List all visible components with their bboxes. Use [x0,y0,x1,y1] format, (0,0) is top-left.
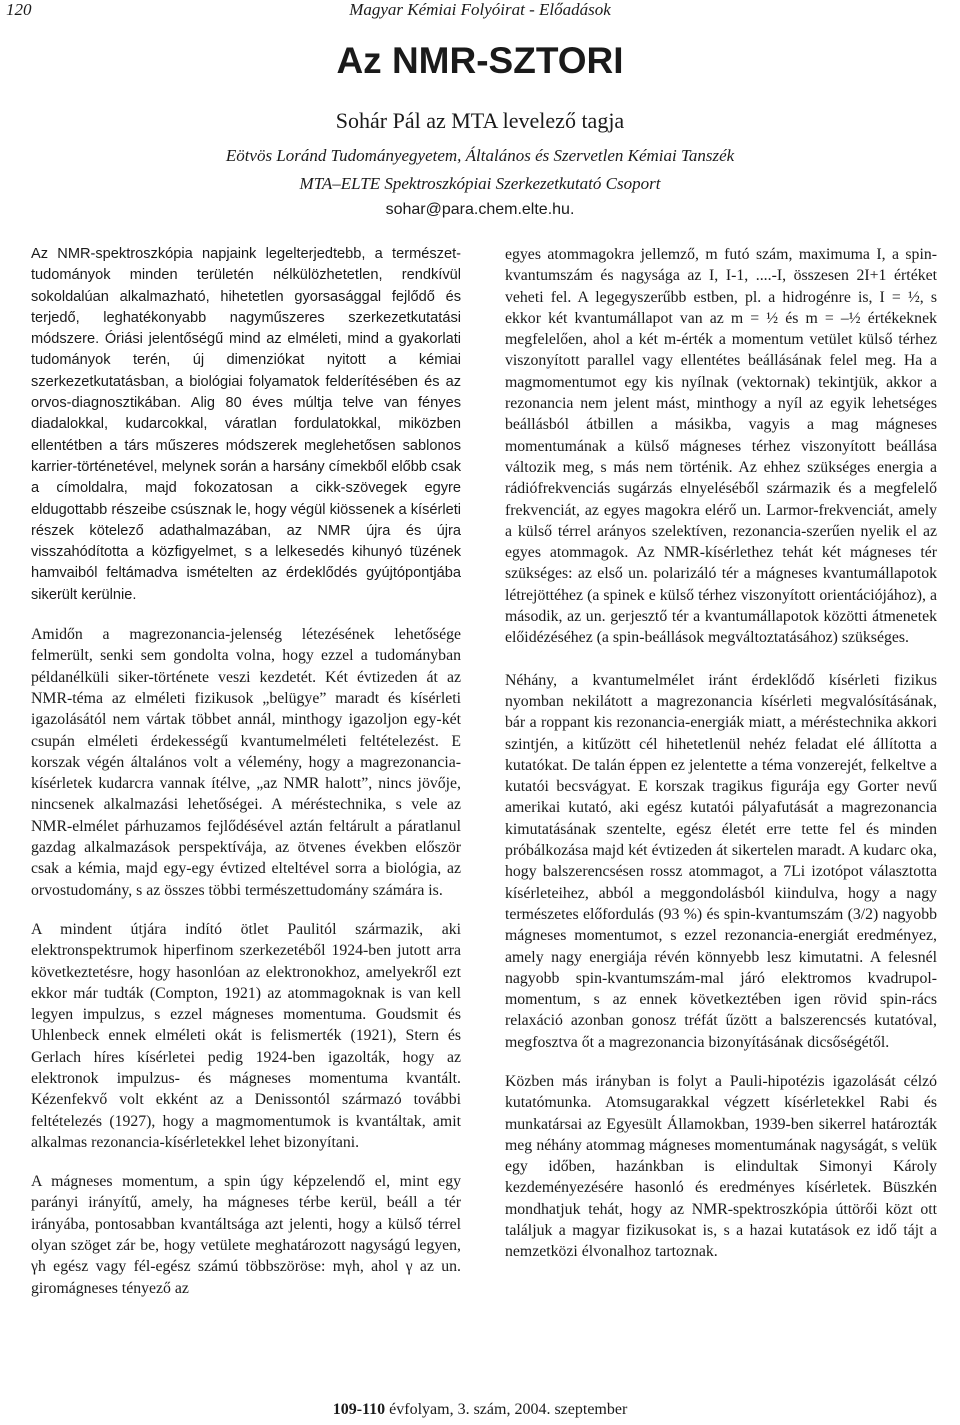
affiliation-group: MTA–ELTE Spektroszkópiai Szerkezetkutató Csoport [299,174,661,193]
paragraph: A mágneses momentum, a spin úgy képzelendő el, mint egy parányi irányítű, amely, ha mágneses térbe kerül, beáll a tér irányába, pontosabban kvantáltsága azt jelenti, hogy a külső térrel olyan szöget zár be, hogy vetülete meghatározott nagyságú legyen, γh egész vagy fél-egész számú többszöröse: mγh, ahol γ az un. giromágneses tényező az [31,1173,461,1297]
page-number: 120 [6,0,32,19]
volume-number: 109-110 [332,1401,386,1418]
affiliation-university: Eötvös Loránd Tudományegyetem, Általános és Szervetlen Kémiai Tanszék [225,146,735,165]
paragraph: Az NMR-spektroszkópia napjaink legelterjedtebb, a természet-tudományok minden területén nélkülözhetetlen, rendkívül sokoldalúan alkalmazható, hihetetlen gyorsasággal fejlődő és terjedő, leghatékonyabb nagyműszeres szerkezetkutatási módszere. Óriási jelentőségű mind az elméleti, mind a gyakorlati tudományok terén, új dimenziókat nyitott a kémiai szerkezetkutatásban, a biológiai folyamatok felderítésében és az orvos-diagnosztikában. Alig 80 éves múltja telve van fényes diadalokkal, kudarcokkal, váratlan fordulatokkal, miközben ellentétben a társ műszeres módszerek meglehetősen sablonos karrier-történetével, melynek során a harsány címekből előbb csak a címoldalra, majd fokozatosan a cikk-szövegek egyre eldugottabb részeibe csúsznak le, hogy végül kiössenek a kísérleti részek kötelező adathalmazában, az NMR újra és újra visszahódította a közfigyelmet, s a lelkesedés kihunyó tüzének hamvaiból feltámadva ismételten az érdeklődés gyújtópontjába sikerült kerülnie. [31,246,461,603]
journal-name: Magyar Kémiai Folyóirat - Előadások [349,0,611,19]
paragraph: Amidőn a magrezonancia-jelenség létezésének lehetősége felmerült, senki sem gondolta volna, hogy ezzel a tudományban példanélküli siker-története veszi kezdetét. Két évtizeden át az NMR-téma az elméleti fizikusok „belügye” maradt és kísérleti igazolásától nem vártak többet annál, minthogy igazoljon egy-két csupán elméleti érdekességű kvantumelméleti feltételezést. E korszak végén általános volt a vélemény, hogy a magrezonancia-kísérletek kudarcra vannak ítélve, „az NMR halott”, nincs jövője, nincsenek alkalmazási lehetőségei. A méréstechnika, s vele az NMR-elmélet párhuzamos fejlődésével aztán feltárult a páratlanul gazdag alkalmazások perspektívája, az ötvenes években először csak a kémia, majd egy-egy évtized elteltével sorra a biológia, az orvostudomány, s az összes többi természettudomány számára is. [31,626,461,899]
page-header [0,0,960,28]
issue-info: évfolyam, 3. szám, 2004. szeptember [385,1401,628,1418]
paragraph: Néhány, a kvantumelmélet iránt érdeklődő kísérleti fizikus nyomban nekilátott a magrezonancia kísérleti megvalósításának, bár a roppant kis rezonancia-energiák miatt, a méréstechnika akkori szintjén, a kitűzött cél hihetetlenül nehéz feladat elé állította a kutatókat. De talán éppen ez jelentette a téma vonzerejét, felkeltve a kutatói becsvágyat. E korszak tragikus figurája egy Gorter nevű amerikai kutató, aki egész kutatói pályafutását a magrezonancia kimutatásának szentelte, egész életét erre tette fel és minden próbálkozása majd két évtizeden át sikertelen maradt. A kudarc oka, hogy balszerencsésen rossz atommagot, a 7Li izotópot választotta kísérleteihez, abból a meggondolásból kiindulva, hogy a nagy természetes előfordulás (93 %) és spin-kvantumszám (3/2) nagyobb mágneses momentumot, s ezzel rezonancia-energiát eredményez, amely nagy energiája révén könnyebb lesz kimutatni. A felesnél nagyobb spin-kvantumszám-mal járó elektromos kvadrupol-momentum, s az ennek következtében igen rövid spin-rács relaxáció azonban gonosz tréfát űzött a balszerencsés kutatóval, megfosztva őt a magrezonancia bizonyításának dicsőségétől. [505,671,937,1051]
article-title: Az NMR-SZTORI [336,40,624,81]
left-column [31,244,461,1317]
author-email: sohar@para.chem.elte.hu. [385,201,575,218]
author-line: Sohár Pál az MTA levelező tagja [335,108,625,133]
paragraph: egyes atommagokra jellemző, m futó szám, maximuma I, a spin-kvantumszám és nagysága az I, I-1, ....-I, összesen 2I+1 értéket veheti fel. A legegyszerűbb estben, pl. a hidrogénre is, I = ½, s ekkor két kvantumállapot van az m = ½ és m = –½ értékeknek megfelelően, ahol a két m-érték a momentum vetület külső térhez viszonyított parallel vagy ellentétes beállásának felel meg. Ha a magmomentumot egy kis nyílnak (vektornak) tekintjük, akkor a rezonancia nem jelent mást, minthogy a nyíl az egyik lehetséges beállásból átbillen a másikba, vagyis a mag mágneses momentumának a külső mágneses térhez viszonyított beállása változik meg, s más nem történik. Az ehhez szükséges energia a rádiófrekvenciás sugárzás elnyeléséből származik és a megfelelő frekvenciát, az egyes magokra elérő un. Larmor-frekvenciát, amely a külső térrel arányos szelektíven, rezonancia-szerűen nyelik el az egyes atommagok. Az NMR-kísérlethez tehát két mágneses tér szükséges: az első un. polarizáló tér a mágneses kvantumállapotok létrejöttéhez (a spinek e külső térhez viszonyított orientációjához), a második, az un. gerjesztő tér a kvantumállapotok közötti átmenetek előidézéséhez (a spin-beállások megváltoztatásához) szükséges. [505,246,937,647]
paragraph: A mindent útjára indító ötlet Paulitól származik, aki elektronspektrumok hiperfinom szerkezetéből 1924-ben jutott arra következtetésre, hogy hasonlóan az elektronokhoz, amelyekről ezt ekkor már tudták (Compton, 1921) az atommagoknak is van kell legyen impulzus, s ezzel mágneses momentuma. Goudsmit és Uhlenbeck ennek elméleti okát is felismerték (1921), Stern és Gerlach híres kísérletei pedig 1924-ben igazolták, hogy az elektronok impulzus- és mágneses momentuma kvantált. Kézenfekvő volt ekként az a Denissontól származó további feltételezés (1927), hogy a magmomentumok is kvantáltak, amit alkalmas rezonancia-kísérletekkel lehet bizonyítani. [31,920,461,1151]
page-footer [0,1401,960,1419]
paragraph: Közben más irányban is folyt a Pauli-hipotézis igazolását célzó kutatómunka. Atomsugarakkal végzett kísérletekkel Rabi és munkatársai az Egyesült Államokban, 1939-ben sikerrel határozták meg néhány atommag mágneses momentumának nagyságát, s velük egy időben, hazánkban is elindultak Simonyi Károly kezdeményezésére hasonló és eredményes kísérletek. Büszkén mondhatjuk tehát, hogy az NMR-spektroszkópia úttörői közt ott találjuk a magyar fizikusokat is, s a hazai kutatások ez idő tájt a nemzetközi élvonalhoz tartoznak. [505,1072,937,1261]
right-column [505,244,937,1281]
